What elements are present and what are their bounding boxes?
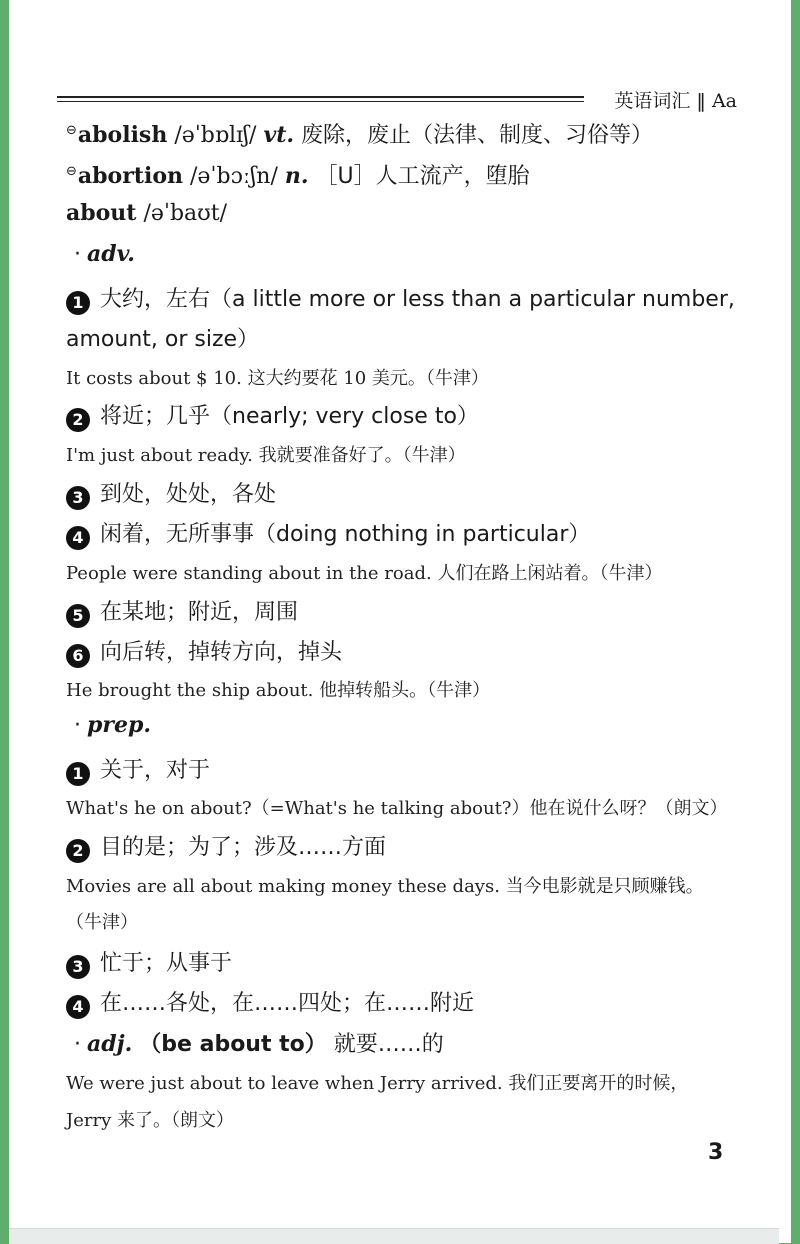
definition: 到处，处处，各处 [100, 482, 277, 507]
definition: 将近；几乎（nearly; very close to） [100, 404, 479, 429]
definition: 废除，废止（法律、制度、习俗等） [301, 123, 654, 148]
sense-adv-5 [66, 595, 298, 628]
example-sentence: People were standing about in the road. 人们在路上闲站着。（牛津） [66, 563, 663, 584]
header-rule [57, 96, 584, 98]
page-number: 3 [708, 1140, 724, 1165]
headword: about [66, 200, 137, 226]
sense-adv-2 [66, 399, 479, 432]
sense-number: 6 [66, 644, 90, 668]
sense-number: 1 [66, 291, 90, 315]
headword: abolish [77, 122, 168, 148]
example-sentence: We were just about to leave when Jerry arrived. 我们正要离开的时候， [66, 1073, 689, 1094]
definition: ［U］人工流产，堕胎 [315, 164, 530, 189]
example-sentence: Movies are all about making money these days. 当今电影就是只顾赚钱。 [66, 876, 704, 897]
sense-adv-6 [66, 635, 342, 668]
bottom-bar [9, 1228, 779, 1244]
sense-number: 3 [66, 955, 90, 979]
rare-word-mark: ⊖ [66, 122, 77, 138]
definition: 就要……的 [333, 1032, 444, 1057]
sense-adv-1 [66, 282, 735, 315]
example-sentence: I'm just about ready. 我就要准备好了。（牛津） [66, 445, 466, 466]
sense-number: 2 [66, 408, 90, 432]
definition: 目的是；为了；涉及……方面 [100, 835, 387, 860]
entry-about [66, 200, 227, 226]
entry-abortion [66, 159, 530, 190]
phonetic: /əˈbaʊt/ [143, 201, 228, 226]
pos-heading-adj: · adj. （be about to） 就要……的 [74, 1031, 444, 1057]
definition: 在……各处，在……四处；在……附近 [100, 991, 475, 1016]
example-source: （牛津） [66, 912, 138, 933]
definition: 大约，左右（a little more or less than a particular number, [100, 287, 735, 312]
sense-prep-2 [66, 830, 386, 863]
sense-adv-4 [66, 517, 590, 550]
example-sentence-cont: Jerry 来了。（朗文） [66, 1110, 234, 1131]
sense-number: 2 [66, 839, 90, 863]
definition: 在某地；附近，周围 [100, 600, 299, 625]
sense-adv-3 [66, 477, 276, 510]
sense-number: 3 [66, 486, 90, 510]
sense-adv-1-cont [66, 322, 259, 353]
sense-number: 1 [66, 762, 90, 786]
header-rule-thin [57, 101, 584, 102]
phrase: （be about to） [139, 1032, 327, 1057]
rare-word-mark: ⊖ [66, 163, 77, 179]
entry-abolish [66, 118, 653, 149]
example-sentence: It costs about $ 10. 这大约要花 10 美元。（牛津） [66, 368, 489, 389]
sense-prep-4 [66, 986, 474, 1019]
definition: 闲着，无所事事（doing nothing in particular） [100, 522, 591, 547]
sense-number: 4 [66, 526, 90, 550]
definition: 向后转，掉转方向，掉头 [100, 640, 343, 665]
section-title: 英语词汇 ‖ Aa [614, 90, 737, 112]
sense-number: 5 [66, 604, 90, 628]
running-head [57, 86, 737, 112]
pos-heading-adv: · adv. [74, 241, 135, 267]
sense-number: 4 [66, 995, 90, 1019]
part-of-speech: n. [284, 163, 309, 189]
example-sentence: He brought the ship about. 他掉转船头。（牛津） [66, 680, 491, 701]
example-sentence: What's he on about?（=What's he talking about?）他在说什么呀？（朗文） [66, 798, 728, 819]
phonetic: /əˈbɔːʃn/ [190, 164, 278, 189]
sense-prep-1 [66, 753, 210, 786]
pos-heading-prep: · prep. [74, 712, 152, 738]
headword: abortion [77, 163, 183, 189]
sense-prep-3 [66, 946, 232, 979]
phonetic: /əˈbɒlɪʃ/ [174, 123, 257, 148]
part-of-speech: vt. [263, 122, 295, 148]
definition: 关于，对于 [100, 758, 211, 783]
definition: amount, or size） [66, 327, 260, 352]
definition: 忙于；从事于 [100, 951, 233, 976]
